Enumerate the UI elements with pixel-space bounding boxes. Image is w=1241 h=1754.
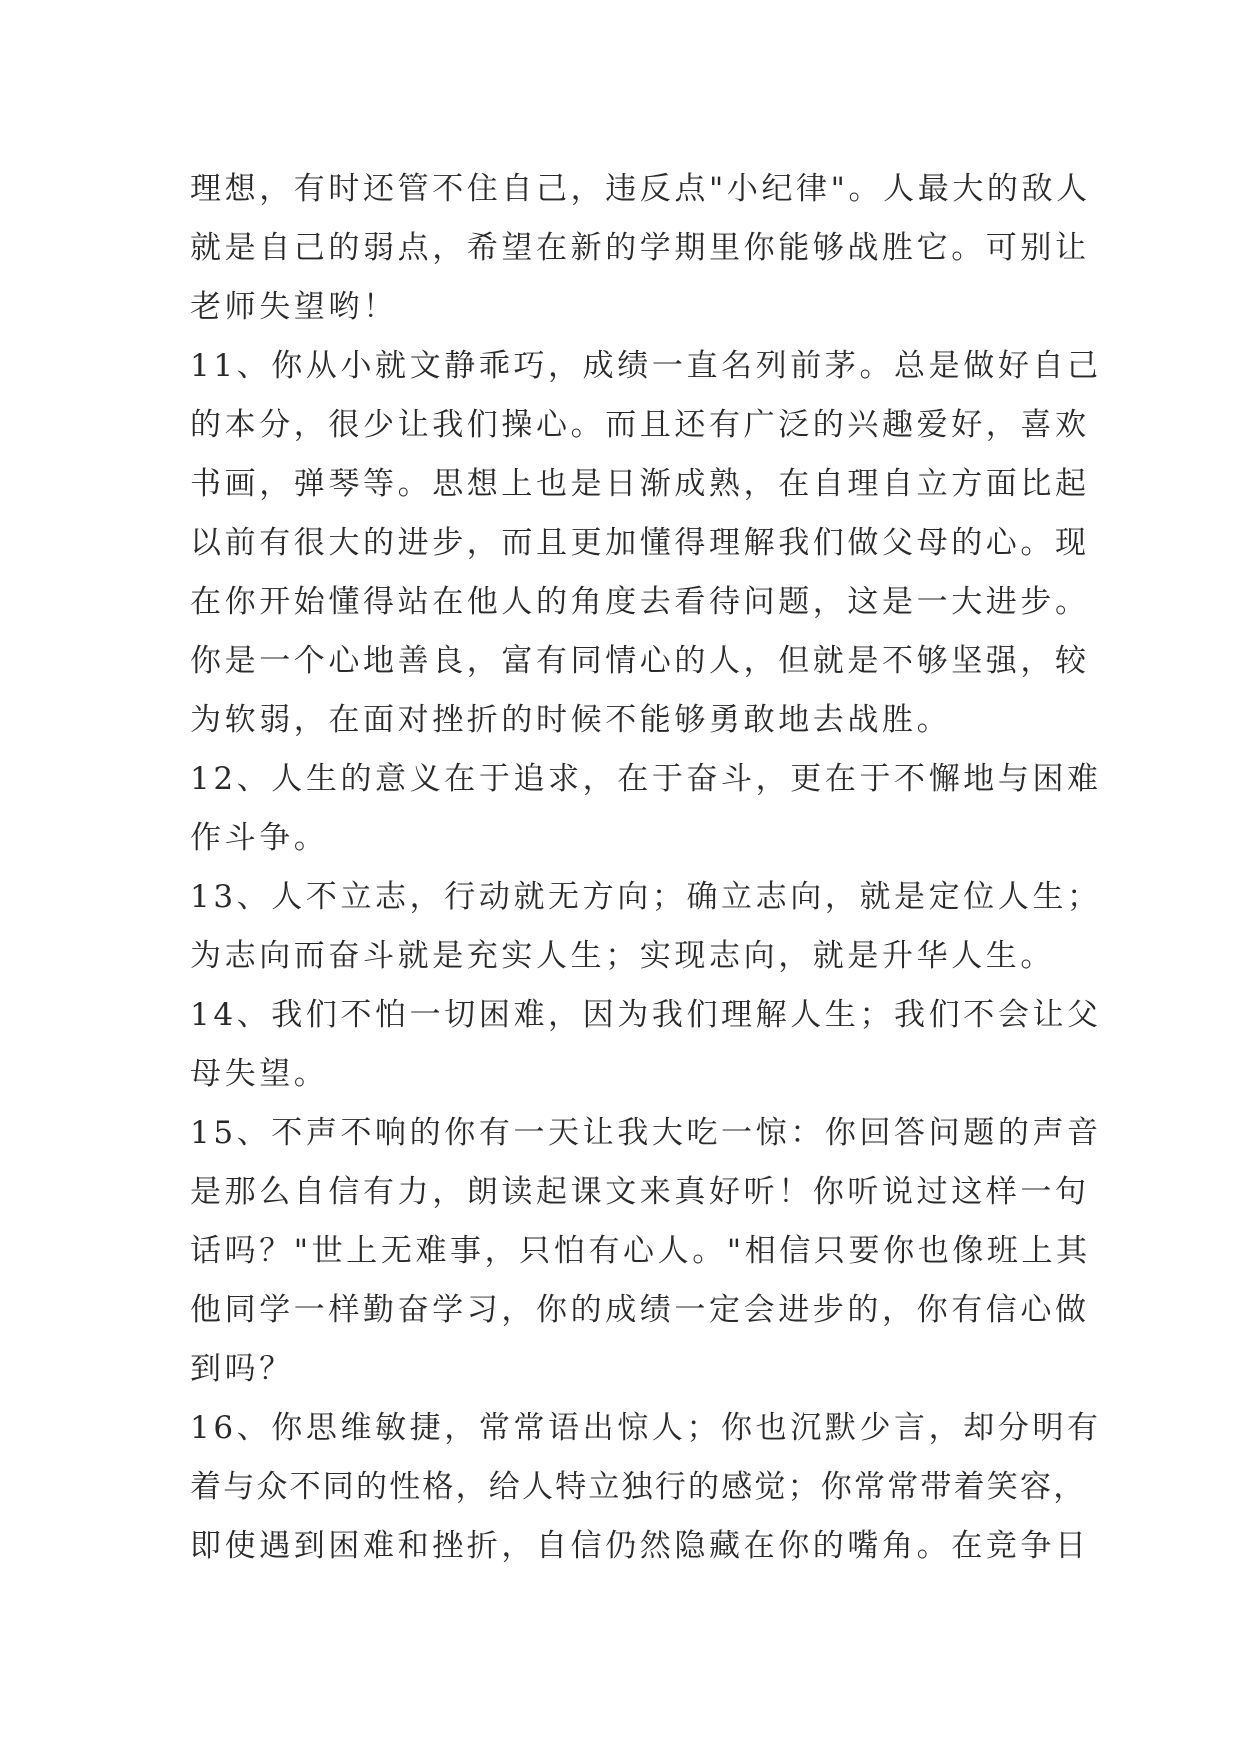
text-line: 到吗？ [190,1351,294,1387]
text-line: 为软弱，在面对挫折的时候不能够勇敢地去战胜。 [190,702,952,738]
text-line: 你是一个心地善良，富有同情心的人，但就是不够坚强，较 [190,643,1090,679]
text-line: 书画，弹琴等。思想上也是日渐成熟，在自理自立方面比起 [190,466,1090,502]
text-line: 着与众不同的性格，给人特立独行的感觉；你常常带着笑容， [190,1469,1087,1505]
text-line: 为志向而奋斗就是充实人生；实现志向，就是升华人生。 [190,938,1055,974]
text-line: 母失望。 [190,1056,329,1092]
text-line: 他同学一样勤奋学习，你的成绩一定会进步的，你有信心做 [190,1292,1090,1328]
document-body [190,160,1102,1576]
text-line: 12、人生的意义在于追求，在于奋斗，更在于不懈地与困难 [190,761,1102,797]
text-line: 老师失望哟！ [190,289,398,325]
text-line: 14、我们不怕一切困难，因为我们理解人生；我们不会让父 [190,997,1102,1033]
text-line: 16、你思维敏捷，常常语出惊人；你也沉默少言，却分明有 [190,1410,1102,1446]
text-line: 13、人不立志，行动就无方向；确立志向，就是定位人生； [190,879,1102,915]
text-line: 在你开始懂得站在他人的角度去看待问题，这是一大进步。 [190,584,1090,620]
text-line: 理想，有时还管不住自己，违反点"小纪律"。人最大的敌人 [190,171,1091,207]
text-line: 作斗争。 [190,820,329,856]
text-line: 的本分，很少让我们操心。而且还有广泛的兴趣爱好，喜欢 [190,407,1090,443]
text-line: 15、不声不响的你有一天让我大吃一惊：你回答问题的声音 [190,1115,1102,1151]
text-line: 就是自己的弱点，希望在新的学期里你能够战胜它。可别让 [190,230,1090,266]
text-line: 即使遇到困难和挫折，自信仍然隐藏在你的嘴角。在竞争日 [190,1528,1090,1564]
text-line: 以前有很大的进步，而且更加懂得理解我们做父母的心。现 [190,525,1090,561]
text-line: 是那么自信有力，朗读起课文来真好听！你听说过这样一句 [190,1174,1090,1210]
text-line: 话吗？"世上无难事，只怕有心人。"相信只要你也像班上其 [190,1233,1091,1269]
text-line: 11、你从小就文静乖巧，成绩一直名列前茅。总是做好自己 [190,348,1102,384]
